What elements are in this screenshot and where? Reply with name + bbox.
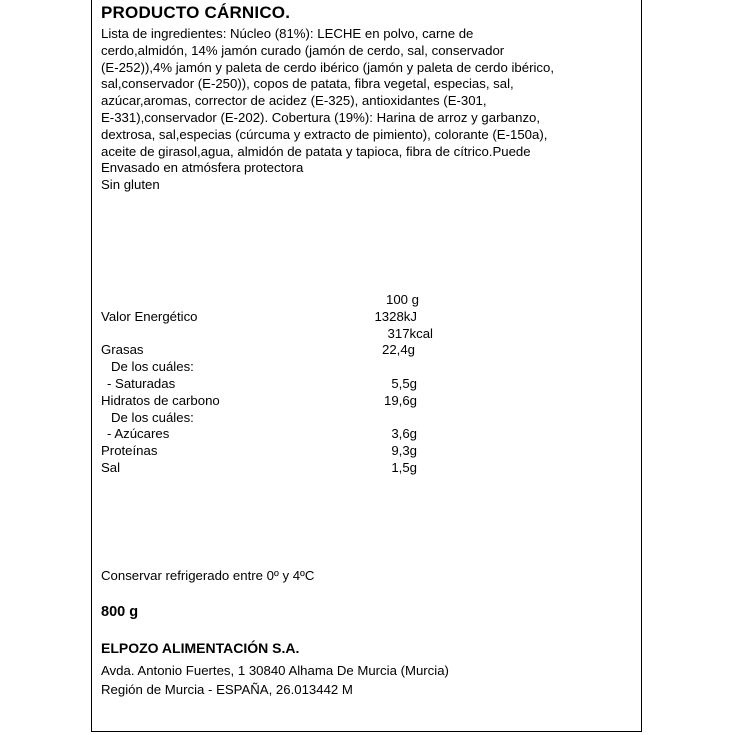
net-weight: 800 g [101, 604, 139, 620]
nutrition-table [101, 292, 461, 477]
company-region: Región de Murcia - ESPAÑA, 26.013442 M [101, 682, 353, 697]
nutrient-label: Sal [101, 459, 121, 475]
nutrient-value: 317kcal [387, 325, 433, 341]
nutrition-row [101, 326, 461, 343]
nutrition-row [101, 410, 461, 427]
nutrient-label: Hidratos de carbono [101, 392, 220, 408]
nutrient-label: Valor Energético [101, 308, 198, 324]
product-title: PRODUCTO CÁRNICO. [101, 3, 291, 22]
company-name: ELPOZO ALIMENTACIÓN S.A. [101, 640, 300, 656]
nutrition-header-row [101, 292, 461, 309]
ingredients-line: E-331),conservador (E-202). Cobertura (19%): Harina de arroz y garbanzo, [101, 109, 541, 125]
ingredients-line: aceite de girasol,agua, almidón de patata y tapioca, fibra de cítrico.Puede [101, 143, 531, 159]
nutrient-label: De los cuáles: [111, 359, 194, 375]
nutrient-label: Proteínas [101, 443, 158, 459]
nutrient-label: Grasas [101, 342, 144, 358]
storage-note: Conservar refrigerado entre 0º y 4ºC [101, 568, 315, 583]
ingredients-line: cerdo,almidón, 14% jamón curado (jamón de cerdo, sal, conservador [101, 42, 505, 58]
nutrient-value: 5,5g [391, 375, 417, 391]
nutrient-label: - Saturadas [107, 375, 176, 391]
nutrition-row [101, 426, 461, 443]
nutrient-value: 9,3g [391, 443, 417, 459]
ingredients-line: Lista de ingredientes: Núcleo (81%): LECHE en polvo, carne de [101, 26, 474, 41]
nutrition-row [101, 460, 461, 477]
nutrition-row [101, 359, 461, 376]
nutrient-value: 22,4g [381, 342, 415, 358]
nutrition-row [101, 342, 461, 359]
per-100g-label: 100 g [385, 292, 419, 307]
ingredients-line: (E-252)),4% jamón y paleta de cerdo ibérico (jamón y paleta de cerdo ibérico, [101, 59, 555, 75]
nutrient-value: 3,6g [391, 426, 417, 442]
nutrition-row [101, 443, 461, 460]
nutrient-label: De los cuáles: [111, 409, 194, 425]
gluten-note: Sin gluten [101, 177, 160, 193]
nutrition-row [101, 376, 461, 393]
ingredients-line: azúcar,aromas, corrector de acidez (E-325), antioxidantes (E-301, [101, 93, 487, 109]
nutrition-row [101, 393, 461, 410]
ingredients-line: sal,conservador (E-250)), copos de patata, fibra vegetal, especias, sal, [101, 76, 514, 92]
nutrient-value: 19,6g [383, 392, 417, 408]
ingredients-line: dextrosa, sal,especias (cúrcuma y extracto de pimiento), colorante (E-150a), [101, 126, 548, 142]
ingredients-block [101, 26, 601, 194]
nutrient-label: - Azúcares [107, 426, 170, 442]
company-address: Avda. Antonio Fuertes, 1 30840 Alhama De Murcia (Murcia) [101, 663, 449, 678]
nutrient-value: 1328kJ [374, 308, 417, 324]
nutrition-row [101, 309, 461, 326]
packaging-note: Envasado en atmósfera protectora [101, 160, 304, 176]
nutrient-value: 1,5g [391, 459, 417, 475]
